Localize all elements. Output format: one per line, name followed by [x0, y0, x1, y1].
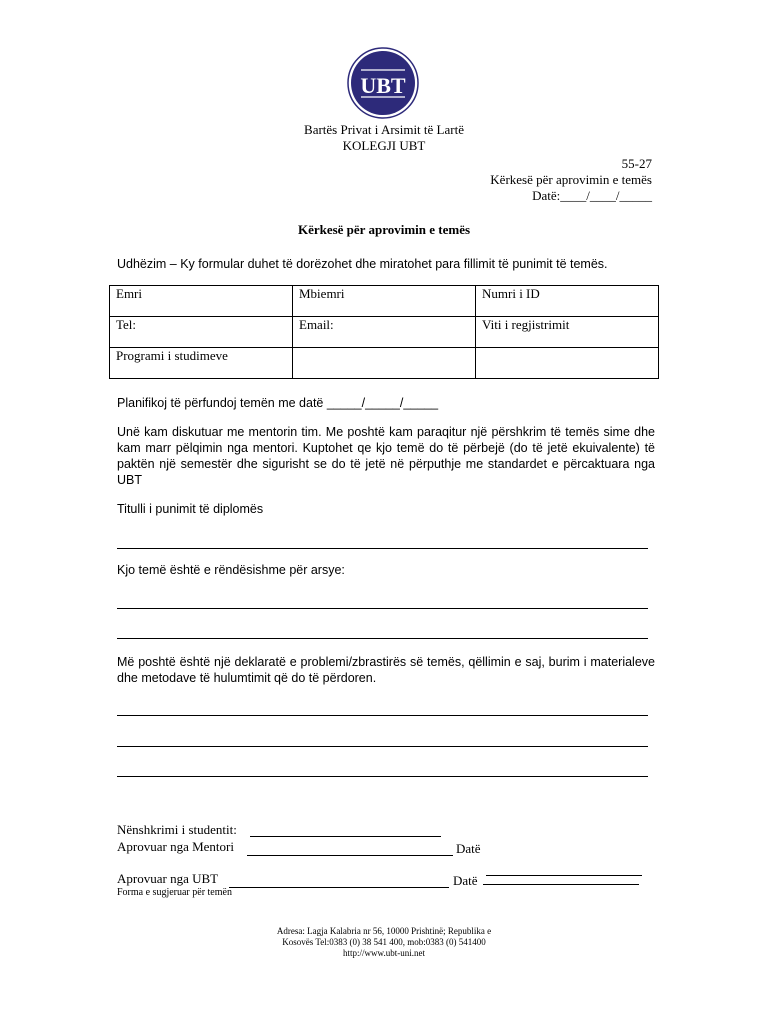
- field-first-name[interactable]: Emri: [110, 286, 293, 317]
- document-title: Kërkesë për aprovimin e temës: [297, 222, 471, 237]
- form-subject: Kërkesë për aprovimin e temës: [490, 172, 652, 187]
- thesis-title-line[interactable]: [117, 548, 648, 549]
- date-label: Datë:: [532, 188, 561, 203]
- table-row: [110, 317, 659, 348]
- plan-date-blank[interactable]: _____/_____/_____: [326, 396, 439, 410]
- thesis-title-label: Titulli i punimit të diplomës: [117, 502, 264, 516]
- mentor-approval-line[interactable]: [247, 855, 453, 856]
- field-id-number[interactable]: Numri i ID: [476, 286, 659, 317]
- instruction-text: Udhëzim – Ky formular duhet të dorëzohet dhe miratohet para fillimit të punimit të temës.: [117, 257, 608, 271]
- plan-date: [117, 396, 657, 411]
- logo-text: UBT: [360, 73, 406, 98]
- ubt-approval-line[interactable]: [229, 887, 449, 888]
- field-email[interactable]: Email:: [293, 317, 476, 348]
- ubt-date-line-lower[interactable]: [483, 884, 639, 885]
- ubt-date-label: Datë: [453, 873, 478, 888]
- institution-line-1: Bartës Privat i Arsimit të Lartë: [304, 122, 464, 137]
- ubt-date-line-upper[interactable]: [486, 875, 642, 876]
- field-last-name[interactable]: Mbiemri: [293, 286, 476, 317]
- student-signature-label: Nënshkrimi i studentit:: [117, 822, 237, 837]
- problem-line-2[interactable]: [117, 746, 648, 747]
- table-row: [110, 286, 659, 317]
- institution-line-2: KOLEGJI UBT: [342, 138, 426, 153]
- field-phone[interactable]: Tel:: [110, 317, 293, 348]
- importance-label: Kjo temë është e rëndësishme për arsye:: [117, 563, 345, 577]
- student-info-table: [109, 285, 659, 379]
- ubt-approval-label: Aprovuar nga UBT: [117, 871, 219, 886]
- problem-statement-label: Më poshtë është një deklaratë e problemi/zbrastirës së temës, qëllimin e saj, burim i materialeve dhe metodave të hulumtimit që do të përdoren.: [117, 655, 655, 685]
- footer-website[interactable]: http://www.ubt-uni.net: [343, 948, 425, 958]
- form-note: Forma e sugjeruar për temën: [117, 887, 232, 898]
- form-date: [400, 188, 652, 203]
- problem-line-1[interactable]: [117, 715, 648, 716]
- footer-address-2: Kosovës Tel:0383 (0) 38 541 400, mob:0383 (0) 541400: [282, 937, 486, 947]
- student-signature-line[interactable]: [250, 836, 441, 837]
- footer-address-1: Adresa: Lagja Kalabria nr 56, 10000 Prishtinë; Republika e: [276, 926, 492, 936]
- mentor-date-label: Datë: [456, 841, 481, 856]
- table-row: [110, 348, 659, 379]
- plan-date-label: Planifikoj të përfundoj temën me datë: [117, 396, 324, 410]
- importance-line-2[interactable]: [117, 638, 648, 639]
- field-empty-1[interactable]: [293, 348, 476, 379]
- ubt-logo: [347, 47, 419, 119]
- declaration-paragraph: Unë kam diskutuar me mentorin tim. Me poshtë kam paraqitur një përshkrim të temës sime dhe kam marr pëlqimin nga mentori. Kuptohet qe kjo temë do të përbejë (do të jetë ekuivalente) të paktën një semestër dhe sigurisht se do të jetë në përputhje me standardet e përcaktuara nga UBT: [117, 425, 655, 487]
- field-study-program[interactable]: Programi i studimeve: [110, 348, 293, 379]
- importance-line-1[interactable]: [117, 608, 648, 609]
- problem-line-3[interactable]: [117, 776, 648, 777]
- form-code: 55-27: [621, 156, 652, 171]
- mentor-approval-label: Aprovuar nga Mentori: [117, 839, 234, 854]
- date-blank[interactable]: ____/____/_____: [560, 188, 652, 203]
- field-enrollment-year[interactable]: Viti i regjistrimit: [476, 317, 659, 348]
- field-empty-2[interactable]: [476, 348, 659, 379]
